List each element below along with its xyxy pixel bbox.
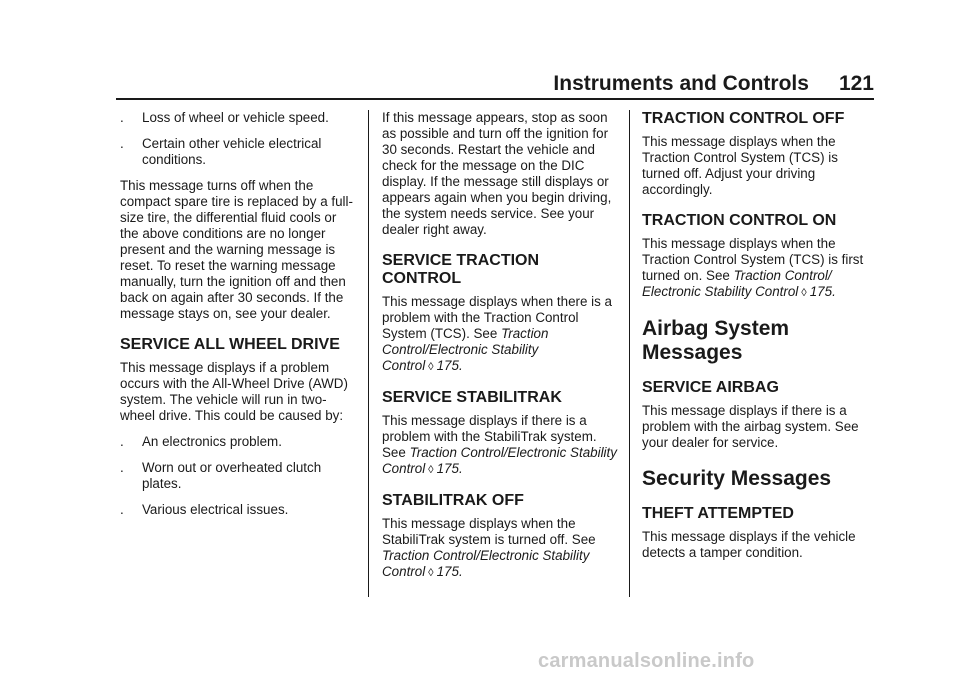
page-header bbox=[553, 72, 874, 96]
list-item-text: Worn out or overheated clutch plates. bbox=[142, 460, 322, 491]
list-item-text: An electronics problem. bbox=[142, 434, 282, 449]
paragraph: This message displays if a problem occurs with the All-Wheel Drive (AWD) system. The vehicle will run in two-wheel drive. This could be caused by: bbox=[120, 360, 348, 423]
paragraph: This message displays when there is a problem with the Traction Control System (TCS). See Traction Control/Electronic Stability Control ◊ 175. bbox=[382, 294, 612, 373]
page-ref-icon: ◊ bbox=[801, 287, 807, 299]
page-ref-number[interactable]: 175 bbox=[436, 358, 459, 373]
paragraph: This message turns off when the compact spare tire is replaced by a full-size tire, the differential fluid cools or the above conditions are no longer present and the warning message is reset. To reset the warning message manually, turn the ignition off and then back on again after 30 seconds. If the message stays on, see your dealer. bbox=[120, 178, 353, 321]
list-item bbox=[120, 460, 355, 492]
heading-theft-attempted: THEFT ATTEMPTED bbox=[642, 505, 794, 522]
bullet-mark: . bbox=[120, 460, 124, 475]
page-ref-icon: ◊ bbox=[428, 361, 434, 373]
heading-service-traction-control: SERVICE TRACTION CONTROL bbox=[382, 252, 540, 287]
header-rule bbox=[116, 98, 874, 100]
page-number: 121 bbox=[838, 72, 874, 95]
page-ref-number[interactable]: 175 bbox=[436, 461, 459, 476]
heading-stabilitrak-off: STABILITRAK OFF bbox=[382, 492, 524, 509]
cross-reference-link[interactable]: Traction Control/Electronic Stability Control bbox=[382, 548, 590, 579]
heading-traction-control-on: TRACTION CONTROL ON bbox=[642, 212, 837, 229]
page-ref-icon: ◊ bbox=[428, 464, 434, 476]
column-divider bbox=[368, 110, 369, 597]
heading-service-stabilitrak: SERVICE STABILITRAK bbox=[382, 389, 562, 406]
page-ref-icon: ◊ bbox=[428, 567, 434, 579]
column-1 bbox=[120, 110, 355, 528]
paragraph: This message displays when the Traction Control System (TCS) is turned off. Adjust your driving accordingly. bbox=[642, 134, 838, 197]
column-2 bbox=[382, 110, 617, 591]
column-divider bbox=[629, 110, 630, 597]
list-item bbox=[120, 434, 355, 450]
page-ref-number[interactable]: 175 bbox=[809, 284, 833, 299]
paragraph-text: This message displays if there is a problem with the StabiliTrak system. See bbox=[382, 413, 597, 460]
list-item-text: Various electrical issues. bbox=[142, 502, 289, 517]
page-ref-number[interactable]: 175 bbox=[436, 564, 459, 579]
paragraph: This message displays if there is a problem with the StabiliTrak system. See Traction Control/Electronic Stability Control ◊ 175. bbox=[382, 413, 617, 476]
cross-reference-link[interactable]: Traction Control/Electronic Stability Control bbox=[382, 445, 617, 476]
bullet-mark: . bbox=[120, 502, 124, 517]
section-title: Instruments and Controls bbox=[553, 72, 809, 95]
heading-traction-control-off: TRACTION CONTROL OFF bbox=[642, 110, 845, 127]
section-heading-security: Security Messages bbox=[642, 467, 832, 490]
paragraph: This message displays if the vehicle detects a tamper condition. bbox=[642, 529, 856, 560]
list-item bbox=[120, 136, 355, 168]
heading-service-airbag: SERVICE AIRBAG bbox=[642, 379, 779, 396]
paragraph: This message displays when the Traction Control System (TCS) is first turned on. See Traction Control/ Electronic Stability Control ◊ 175. bbox=[642, 236, 864, 299]
paragraph: This message displays if there is a problem with the airbag system. See your dealer for service. bbox=[642, 403, 859, 450]
cross-reference-link[interactable]: Traction Control/ Electronic Stability Control bbox=[642, 268, 832, 299]
list-item-text: Certain other vehicle electrical conditions. bbox=[142, 136, 322, 167]
paragraph-text: This message displays when the StabiliTrak system is turned off. See bbox=[382, 516, 596, 547]
paragraph-text: This message displays when there is a problem with the Traction Control System (TCS). See bbox=[382, 294, 612, 341]
paragraph-text: This message displays when the Traction Control System (TCS) is first turned on. See bbox=[642, 236, 864, 283]
paragraph: This message displays when the StabiliTrak system is turned off. See Traction Control/Electronic Stability Control ◊ 175. bbox=[382, 516, 596, 579]
list-item bbox=[120, 502, 355, 518]
list-item-text: Loss of wheel or vehicle speed. bbox=[142, 110, 329, 125]
watermark: carmanualsonline.info bbox=[538, 650, 755, 672]
heading-service-awd: SERVICE ALL WHEEL DRIVE bbox=[120, 336, 340, 353]
paragraph: If this message appears, stop as soon as possible and turn off the ignition for 30 seconds. Restart the vehicle and check for the message on the DIC display. If the message still displays or appears again when you begin driving, the system needs service. See your dealer right away. bbox=[382, 110, 612, 237]
list-item bbox=[120, 110, 355, 126]
cross-reference-link[interactable]: Traction Control/Electronic Stability Control bbox=[382, 326, 549, 373]
bullet-mark: . bbox=[120, 136, 124, 151]
section-heading-airbag: Airbag System Messages bbox=[642, 317, 790, 364]
bullet-mark: . bbox=[120, 434, 124, 449]
bullet-mark: . bbox=[120, 110, 124, 125]
column-3 bbox=[642, 110, 877, 571]
